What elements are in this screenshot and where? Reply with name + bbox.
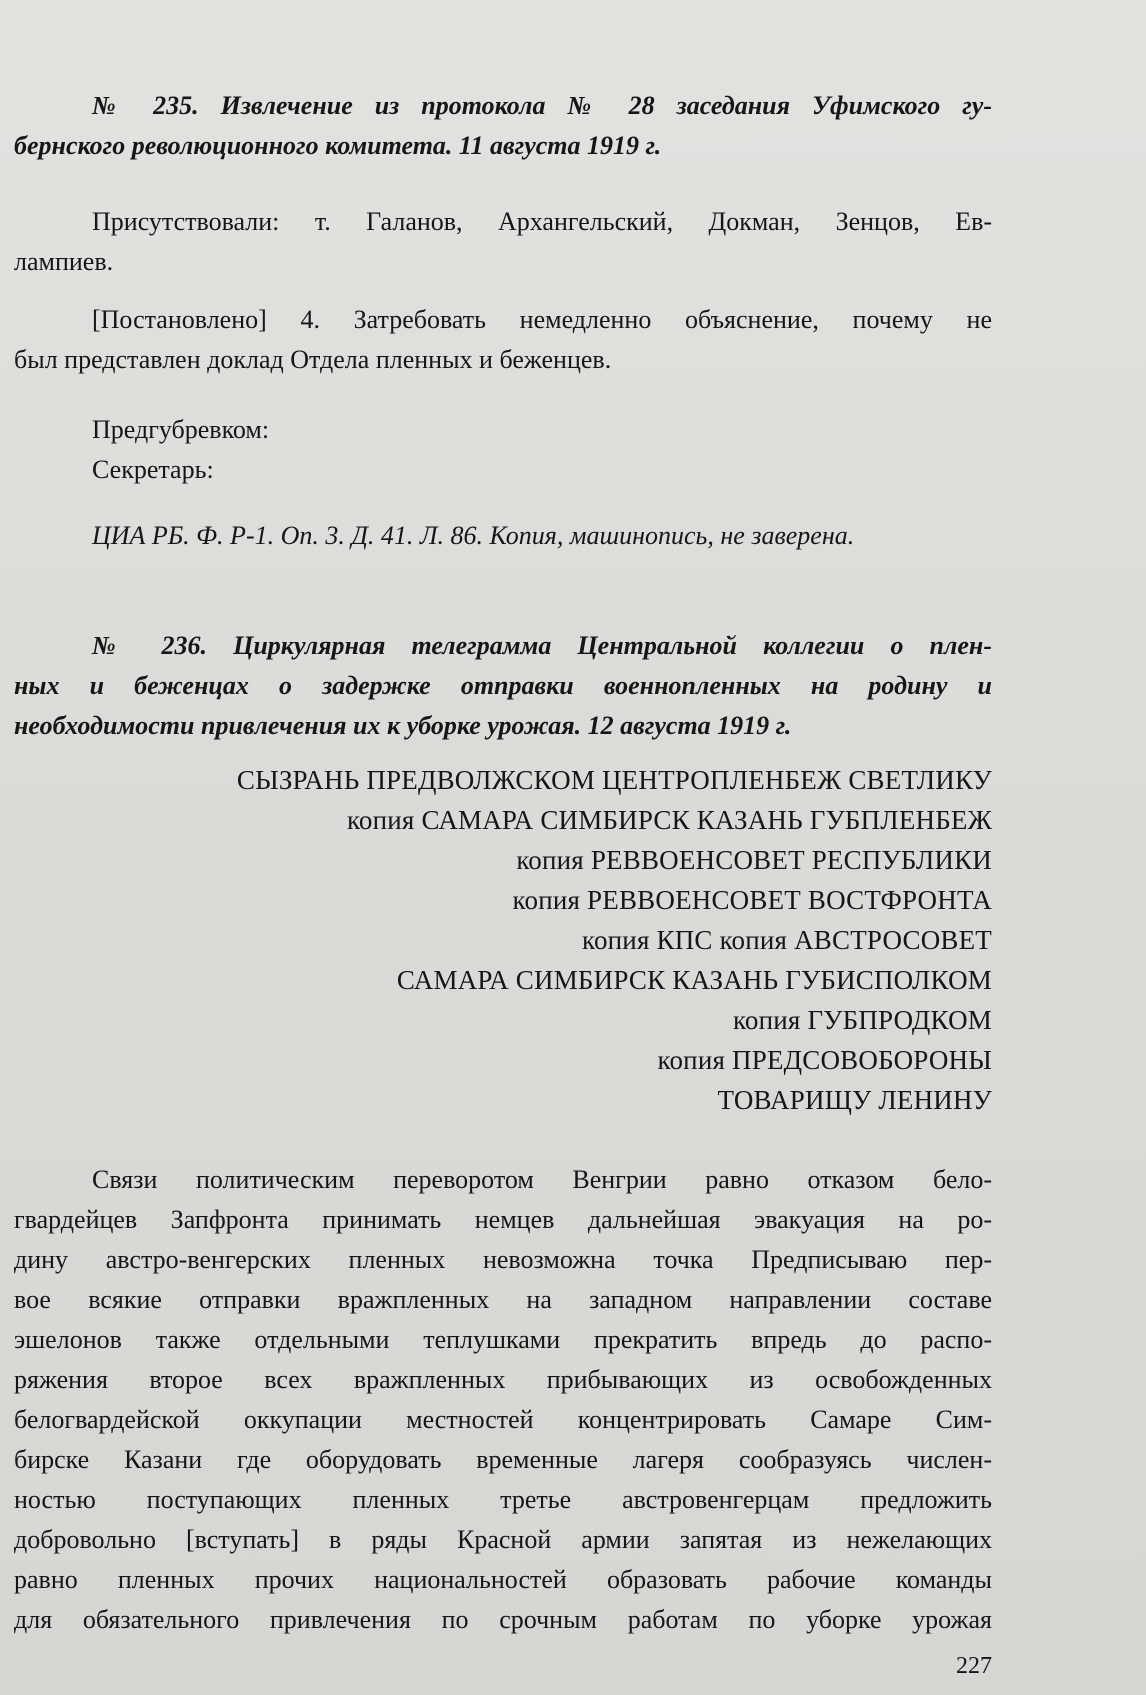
doc235-signature-secretary: Секретарь: [92,455,214,484]
doc235-resolution-line-2: был представлен доклад Отдела пленных и беженцев. [14,345,612,374]
doc235-present-line-1: Присутствовали: т. Галанов, Архангельский, Докман, Зенцов, Ев- [92,207,992,236]
doc236-body-line-8: бирске Казани где оборудовать временные лагеря сообразуясь числен- [14,1445,992,1474]
doc236-body-line-6: ряжения второе всех вражпленных прибывающих из освобожденных [14,1365,992,1394]
doc236-title-line-2: ных и беженцах о задержке отправки военнопленных на родину и [14,671,992,700]
doc235-archive-source: ЦИА РБ. Ф. Р-1. Оп. 3. Д. 41. Л. 86. Копия, машинопись, не заверена. [92,521,855,550]
doc236-body-line-5: эшелонов также отдельными теплушками прекратить впредь до распо- [14,1325,992,1354]
doc236-body-line-2: гвардейцев Запфронта принимать немцев дальнейшая эвакуация на ро- [14,1205,992,1234]
doc236-address-line-5: копия КПС копия АВСТРОСОВЕТ [582,925,992,955]
doc236-body-line-3: дину австро-венгерских пленных невозможна точка Предписываю пер- [14,1245,992,1274]
doc236-address-line-2: копия САМАРА СИМБИРСК КАЗАНЬ ГУБПЛЕНБЕЖ [346,805,992,835]
doc235-present-line-2: лампиев. [14,247,114,276]
doc236-body-line-4: вое всякие отправки вражпленных на западном направлении составе [14,1285,992,1314]
doc235-signature-chair: Предгубревком: [92,415,270,444]
doc236-body-line-10: добровольно [вступать] в ряды Красной армии запятая из нежелающих [14,1525,992,1554]
doc236-address-line-4: копия РЕВВОЕНСОВЕТ ВОСТФРОНТА [512,885,992,915]
doc236-body-line-9: ностью поступающих пленных третье австровенгерцам предложить [14,1485,992,1514]
doc236-address-line-7: копия ГУБПРОДКОМ [732,1005,992,1035]
doc236-body-line-12: для обязательного привлечения по срочным работам по уборке урожая [14,1605,992,1634]
doc236-address-line-8: копия ПРЕДСОВОБОРОНЫ [657,1045,992,1075]
doc236-address-line-9: ТОВАРИЩУ ЛЕНИНУ [717,1085,992,1115]
page-number: 227 [956,1653,992,1679]
doc235-title-line-2: бернского революционного комитета. 11 августа 1919 г. [14,131,662,160]
doc235-resolution-line-1: [Постановлено] 4. Затребовать немедленно объяснение, почему не [92,305,992,334]
doc235-title-line-1: № 235. Извлечение из протокола № 28 заседания Уфимского гу- [92,91,992,120]
doc236-address-line-3: копия РЕВВОЕНСОВЕТ РЕСПУБЛИКИ [516,845,992,875]
doc236-title-line-3: необходимости привлечения их к уборке урожая. 12 августа 1919 г. [14,711,792,740]
doc236-address-line-6: САМАРА СИМБИРСК КАЗАНЬ ГУБИСПОЛКОМ [396,965,992,995]
doc236-body-line-1: Связи политическим переворотом Венгрии равно отказом бело- [92,1165,992,1194]
doc236-address-line-1: СЫЗРАНЬ ПРЕДВОЛЖСКОМ ЦЕНТРОПЛЕНБЕЖ СВЕТЛИКУ [236,765,992,795]
doc236-body-line-7: белогвардейской оккупации местностей концентрировать Самаре Сим- [14,1405,992,1434]
doc236-title-line-1: № 236. Циркулярная телеграмма Центральной коллегии о плен- [92,631,992,660]
doc236-body-line-11: равно пленных прочих национальностей образовать рабочие команды [14,1565,992,1594]
